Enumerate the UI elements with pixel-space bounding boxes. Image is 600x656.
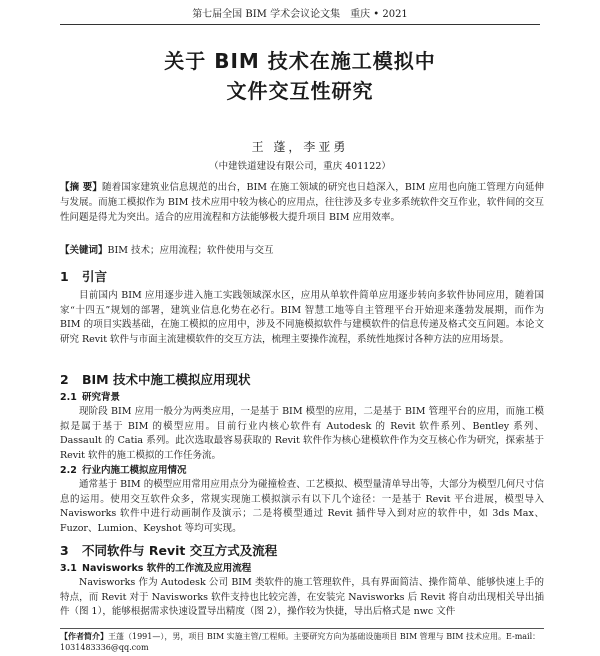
section-number: 2 (60, 372, 69, 387)
section-title: 引言 (82, 269, 108, 284)
section-1-paragraph: 目前国内 BIM 应用逐步进入施工实践领域深水区，应用从单软件简单应用逐步转向多软件协同应用，随着国家“十四五”规划的部署，建筑业信息化势在必行。BIM 智慧工地等自主管理平台开始迎来蓬勃发展期，而作为 BIM 的项目实践基础，在施工模拟的应用中，涉及不同施模拟软件与建模软件的信息传递及格式交互问题。本论文研究 Revit 软件与市面主流建模软件的交互方法，梳理主要操作流程，系统性地探讨各种方法的应用场景。 (60, 290, 544, 345)
section-3-heading (60, 542, 277, 560)
section-2-heading (60, 371, 250, 389)
abstract-text: 随着国家建筑业信息规范的出台，BIM 在施工领域的研究也日趋深入，BIM 应用也向施工管理方向延伸与发展。而施工模拟作为 BIM 技术应用中较为核心的应用点，往往涉及多专业多系统软件交互作业，软件间的交互性问题是得尤为突出。适合的应用流程和方法能够极大提升项目 BIM 应用效率。 (60, 182, 545, 223)
section-1-heading (60, 268, 107, 286)
footnote-text: 王蓬（1991—），男，项目 BIM 实施主管/工程师。主要研究方向为基础设施项目 BIM 管理与 BIM 技术应用。E-mail：1031483336@qq.com (60, 632, 541, 652)
subsection-2-1-paragraph: 现阶段 BIM 应用一般分为两类应用，一是基于 BIM 模型的应用，二是基于 BIM 管理平台的应用，而施工模拟是属于基于 BIM 的模型应用。目前行业内核心软件有 Autodesk 的 Revit 软件系列、Bentley 系列、Dassault 的 Catia 系列。此次选取最容易获取的 Revit 软件作为核心建模软件作为交互核心作为研究，探索基于 Revit 软件的施工模拟的工作任务流。 (60, 406, 544, 461)
subsection-3-1-heading (60, 562, 251, 576)
section-title: BIM 技术中施工模拟应用现状 (82, 372, 251, 387)
subsection-number: 2.1 (60, 392, 77, 403)
section-number: 3 (60, 543, 69, 558)
subsection-title: 研究背景 (82, 392, 121, 403)
place-date: 重庆 • 2021 (350, 9, 408, 20)
abstract (60, 180, 544, 225)
section-title: 不同软件与 Revit 交互方式及流程 (82, 543, 278, 558)
subsection-title: Navisworks 软件的工作流及应用流程 (82, 563, 252, 574)
footnote-label: 【作者简介】 (60, 632, 108, 641)
conference-name: 第七届全国 BIM 学术会议论文集 (192, 9, 341, 20)
affiliation: （中建铁道建设有限公司，重庆 401122） (209, 161, 391, 172)
subsection-3-1-paragraph: Navisworks 作为 Autodesk 公司 BIM 类软件的施工管理软件，具有界面简洁、操作简单、能够快速上手的特点，而 Revit 对于 Navisworks 软件支持也比较完善，在安装完 Navisworks 后 Revit 将自动出现相关导出插件（图 1），能够根据需求快速设置导出精度（图 2），操作较为快捷，导出后格式是 nwc 文件 (60, 577, 544, 618)
title-line-2: 文件交互性研究 (226, 79, 374, 103)
subsection-2-2-heading (60, 464, 187, 478)
paper-title (0, 46, 600, 106)
keywords (60, 243, 544, 258)
subsection-2-2-paragraph: 通常基于 BIM 的模型应用常用应用点分为碰撞检查、工艺模拟、模型量清单导出等，大部分为模型几何尺寸信息的运用。使用交互软件众多，常规实现施工模拟演示有以下几个途径：一是基于 Revit 平台进展，模型导入 Navisworks 软件中进行动画制作及演示；二是将模型通过 Revit 插件导入到对应的软件中，如 3ds Max、Fuzor、Lumion、Keyshot 等均可实现。 (60, 479, 544, 534)
author-footnote (60, 628, 544, 653)
subsection-number: 3.1 (60, 563, 77, 574)
running-header (60, 6, 540, 25)
keywords-text: BIM 技术；应用流程；软件使用与交互 (107, 245, 274, 256)
title-line-1: 关于 BIM 技术在施工模拟中 (164, 49, 436, 73)
authors: 王 蓬，李亚勇 (251, 140, 349, 154)
section-number: 1 (60, 269, 69, 284)
abstract-label: 【摘 要】 (60, 182, 102, 193)
subsection-2-1-heading (60, 391, 120, 405)
subsection-number: 2.2 (60, 465, 77, 476)
keywords-label: 【关键词】 (60, 245, 108, 256)
subsection-title: 行业内施工模拟应用情况 (82, 465, 187, 476)
